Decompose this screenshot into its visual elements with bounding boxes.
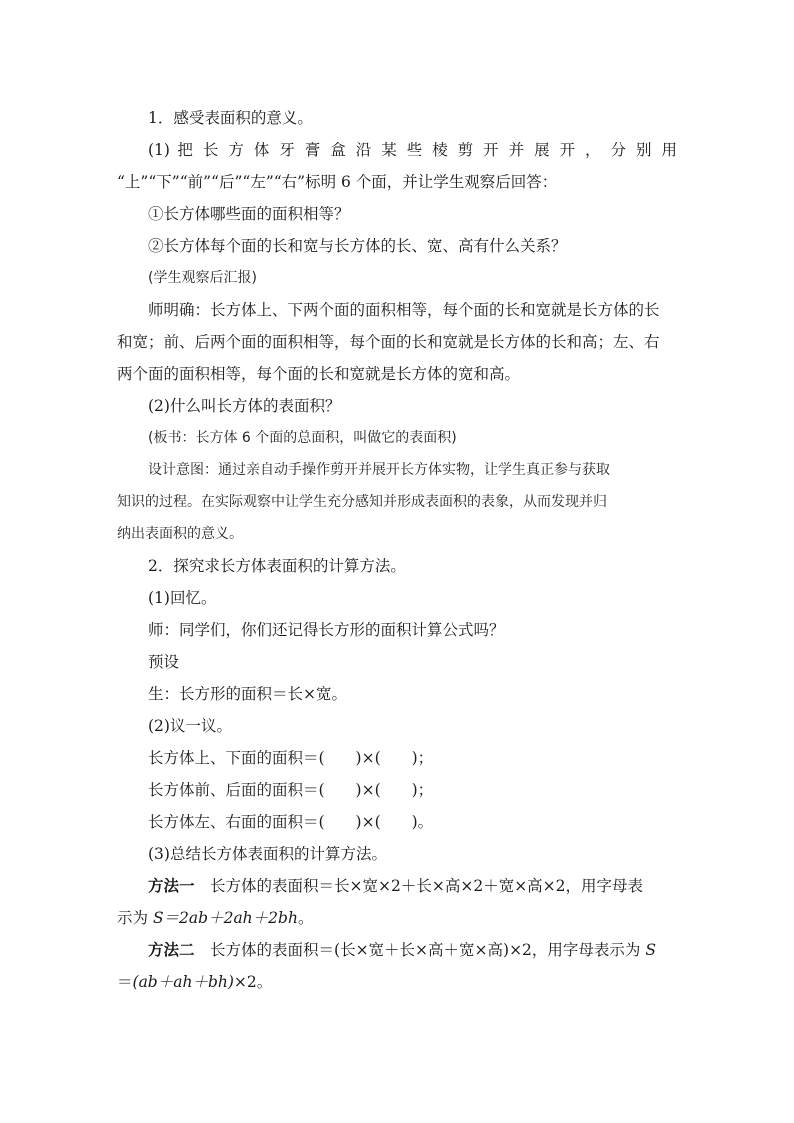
teacher-clarify-line-3: 两个面的面积相等，每个面的长和宽就是长方体的宽和高。 [117,365,521,383]
preset-label: 预设 [148,653,180,671]
design-intent-line-2: 知识的过程。在实际观察中让学生充分感知并形成表面积的表象，从而发现并归 [117,494,607,510]
method-2-line-2 [117,971,272,993]
left-right-area-blank: 长方体左、右面的面积＝( )×( )。 [148,813,434,831]
section-1-heading: 1．感受表面积的意义。 [148,109,313,127]
teacher-clarify-line-2: 和宽；前、后两个面的面积相等，每个面的长和宽就是长方体的长和高；左、右 [117,333,660,351]
method-2-prefix: ＝ [117,973,133,991]
method-2-formula: (ab＋ah＋bh) [132,973,234,991]
method-1-label: 方法一 [148,876,195,895]
teacher-clarify-line-1: 师明确：长方体上、下两个面的面积相等，每个面的长和宽就是长方体的长 [148,301,660,319]
method-2-text: 长方体的表面积＝(长×宽＋长×高＋宽×高)×2，用字母表示为 [194,941,646,959]
design-intent-line-3: 纳出表面积的意义。 [117,526,243,542]
step-1-instruction-cont: “上”“下”“前”“后”“左”“右”标明 6 个面，并让学生观察后回答： [117,173,558,191]
blackboard-note: (板书：长方体 6 个面的总面积，叫做它的表面积) [148,430,457,446]
step-1-instruction: (1) 把 长 方 体 牙 膏 盒 沿 某 些 棱 剪 开 并 展 开 ， 分 别 用 [148,141,677,159]
design-intent-line-1: 设计意图：通过亲自动手操作剪开并展开长方体实物，让学生真正参与获取 [148,462,610,478]
question-1: ①长方体哪些面的面积相等？ [148,205,350,223]
teacher-question: 师：同学们，你们还记得长方形的面积计算公式吗？ [148,621,505,639]
method-1-formula: S＝2ab＋2ah＋2bh [152,909,298,927]
method-2-line-1 [117,939,656,961]
student-report-note: (学生观察后汇报) [148,270,257,286]
method-2-label: 方法二 [148,940,195,959]
section-2-heading: 2．探究求长方体表面积的计算方法。 [148,557,406,575]
student-answer: 生：长方形的面积＝长×宽。 [148,685,347,703]
top-bottom-area-blank: 长方体上、下面的面积＝( )×( )； [148,749,434,767]
recall-heading: (1)回忆。 [148,589,217,607]
method-1-text: 长方体的表面积＝长×宽×2＋长×高×2＋宽×高×2，用字母表 [194,877,644,895]
method-1-prefix: 示为 [117,909,153,927]
method-1-line-2 [117,907,313,929]
method-2-suffix: ×2。 [233,973,273,991]
discuss-heading: (2)议一议。 [148,717,232,735]
method-1-suffix: 。 [297,909,314,927]
method-2-var: S [645,941,656,959]
front-back-area-blank: 长方体前、后面的面积＝( )×( )； [148,781,434,799]
summary-heading: (3)总结长方体表面积的计算方法。 [148,845,387,863]
question-2: ②长方体每个面的长和宽与长方体的长、宽、高有什么关系？ [148,237,567,255]
method-1-line-1 [117,875,643,897]
step-2-question: (2)什么叫长方体的表面积？ [148,397,341,415]
